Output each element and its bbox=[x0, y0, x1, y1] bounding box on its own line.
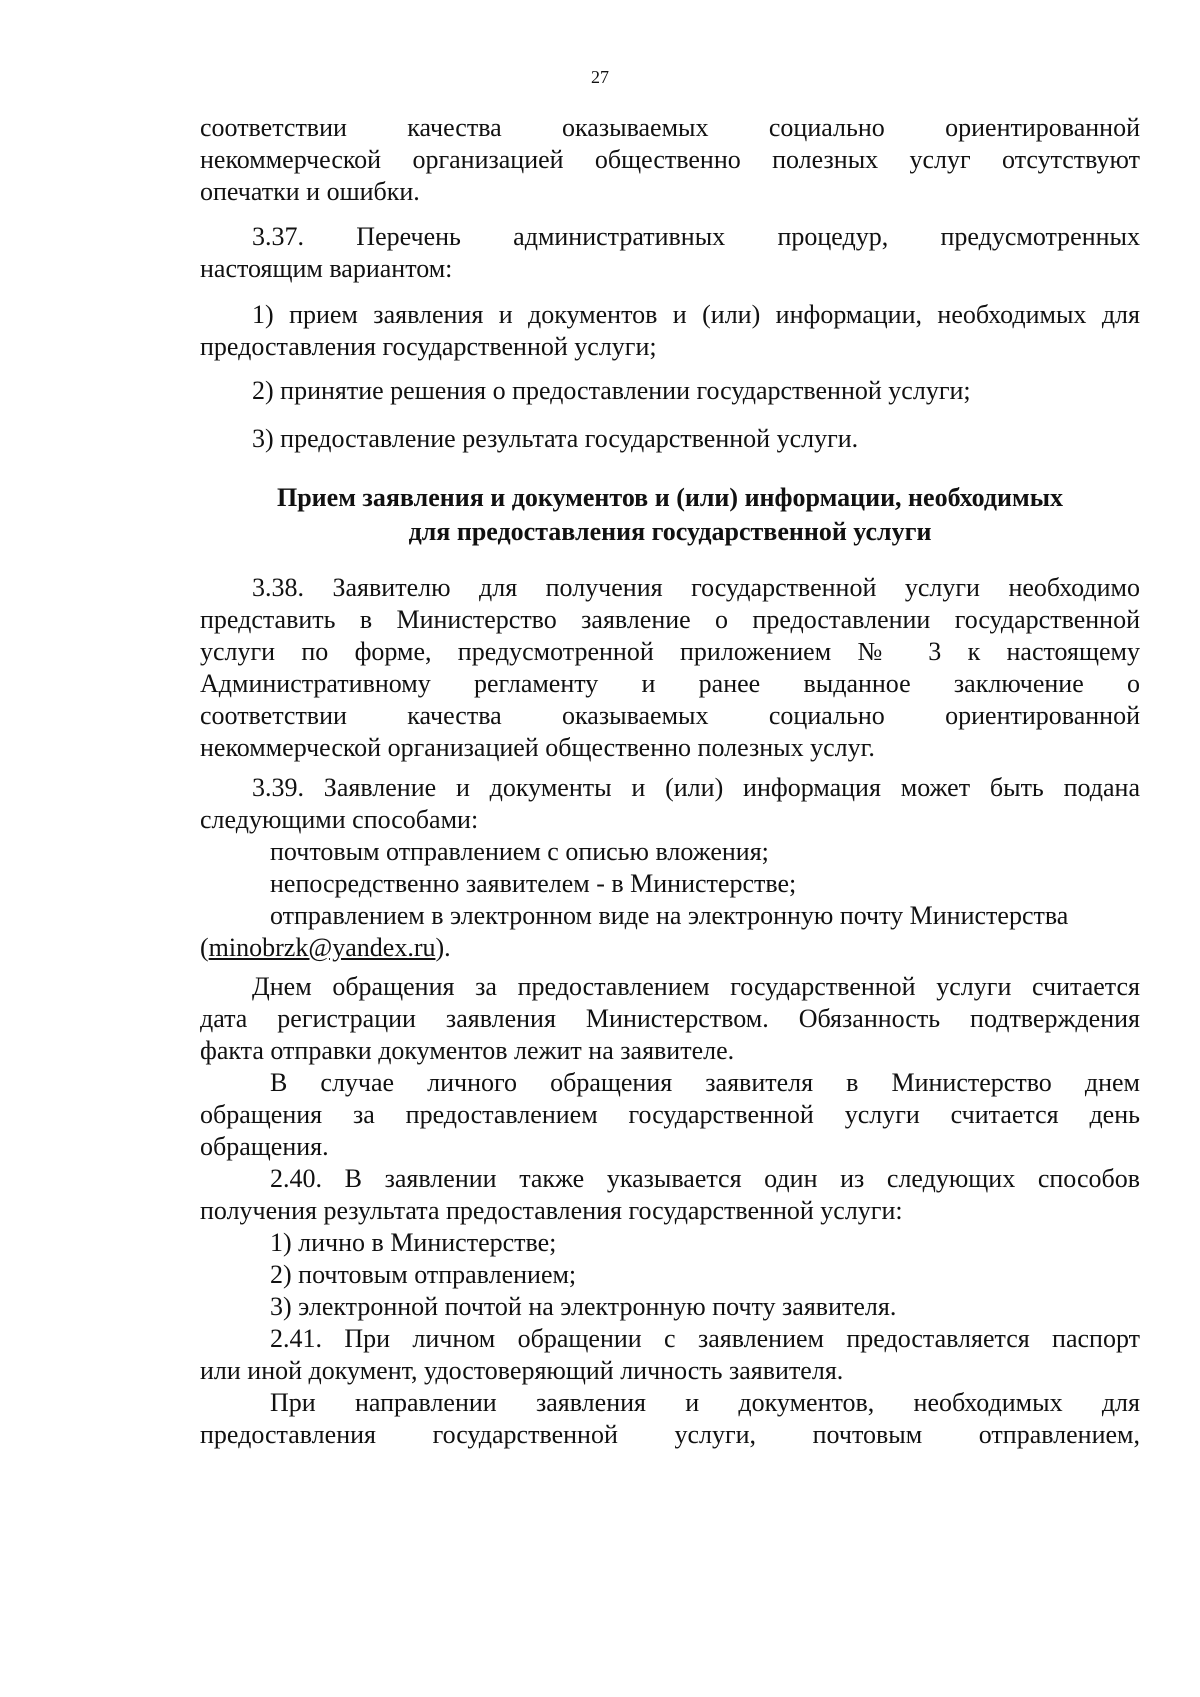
page-number: 27 bbox=[591, 67, 609, 87]
text-line: 3) предоставление результата государственной услуги. bbox=[252, 424, 859, 453]
text-line: Административному регламенту и ранее выданное заключение о bbox=[200, 669, 1140, 698]
list-item-3 bbox=[200, 423, 1140, 455]
text-line: отправлением в электронном виде на электронную почту Министерства bbox=[270, 901, 1069, 930]
paragraph-3-39 bbox=[200, 772, 1140, 964]
text-line: В случае личного обращения заявителя в Министерство днем bbox=[270, 1068, 1140, 1097]
text-line: Днем обращения за предоставлением государственной услуги считается bbox=[252, 972, 1140, 1001]
text-line: факта отправки документов лежит на заявителе. bbox=[200, 1036, 735, 1065]
text-line: 3.37. Перечень административных процедур, предусмотренных bbox=[252, 222, 1140, 251]
text-line: или иной документ, удостоверяющий личность заявителя. bbox=[200, 1356, 844, 1385]
text-line: 2) почтовым отправлением; bbox=[270, 1260, 577, 1289]
text-line: предоставления государственной услуги, почтовым отправлением, bbox=[200, 1420, 1140, 1449]
text-line: некоммерческой организацией общественно полезных услуг отсутствуют bbox=[200, 145, 1140, 174]
section-heading bbox=[200, 481, 1140, 549]
text-line: 3.38. Заявителю для получения государственной услуги необходимо bbox=[252, 573, 1140, 602]
paren: ). bbox=[435, 933, 451, 962]
text-line: представить в Министерство заявление о предоставлении государственной bbox=[200, 605, 1140, 634]
email-link[interactable]: minobrzk@yandex.ru bbox=[208, 933, 436, 962]
text-line: некоммерческой организацией общественно полезных услуг. bbox=[200, 733, 875, 762]
text-line: следующими способами: bbox=[200, 805, 479, 834]
text-line: 3.39. Заявление и документы и (или) информация может быть подана bbox=[252, 773, 1140, 802]
text-line: почтовым отправлением с описью вложения; bbox=[270, 837, 769, 866]
text-line: 3) электронной почтой на электронную почту заявителя. bbox=[270, 1292, 897, 1321]
text-line: 2.40. В заявлении также указывается один из следующих способов bbox=[270, 1164, 1140, 1193]
text-line: обращения. bbox=[200, 1132, 329, 1161]
text-line: 1) лично в Министерстве; bbox=[270, 1228, 557, 1257]
text-line: непосредственно заявителем - в Министерстве; bbox=[270, 869, 797, 898]
paragraph-3-38 bbox=[200, 572, 1140, 764]
text-line: настоящим вариантом: bbox=[200, 254, 453, 283]
text-line: предоставления государственной услуги; bbox=[200, 332, 657, 361]
text-line: 2.41. При личном обращении с заявлением предоставляется паспорт bbox=[270, 1324, 1140, 1353]
text-line: 1) прием заявления и документов и (или) информации, необходимых для bbox=[252, 300, 1140, 329]
heading-line: для предоставления государственной услуги bbox=[408, 517, 932, 546]
paren: ( bbox=[200, 933, 209, 962]
heading-line: Прием заявления и документов и (или) информации, необходимых bbox=[276, 483, 1063, 512]
text-line: соответствии качества оказываемых социально ориентированной bbox=[200, 701, 1140, 730]
text-line bbox=[200, 932, 1140, 964]
text-line: 2) принятие решения о предоставлении государственной услуги; bbox=[252, 376, 971, 405]
list-item-1 bbox=[200, 299, 1140, 363]
text-line: получения результата предоставления государственной услуги: bbox=[200, 1196, 903, 1225]
text-line: При направлении заявления и документов, необходимых для bbox=[270, 1388, 1140, 1417]
text-line: опечатки и ошибки. bbox=[200, 177, 420, 206]
text-line: соответствии качества оказываемых социально ориентированной bbox=[200, 113, 1140, 142]
text-line: обращения за предоставлением государственной услуги считается день bbox=[200, 1100, 1140, 1129]
paragraph-day bbox=[200, 971, 1140, 1451]
paragraph-intro bbox=[200, 112, 1140, 208]
list-item-2 bbox=[200, 375, 1140, 407]
text-line: услуги по форме, предусмотренной приложением № 3 к настоящему bbox=[200, 637, 1140, 666]
text-line: дата регистрации заявления Министерством. Обязанность подтверждения bbox=[200, 1004, 1140, 1033]
paragraph-3-37 bbox=[200, 221, 1140, 285]
